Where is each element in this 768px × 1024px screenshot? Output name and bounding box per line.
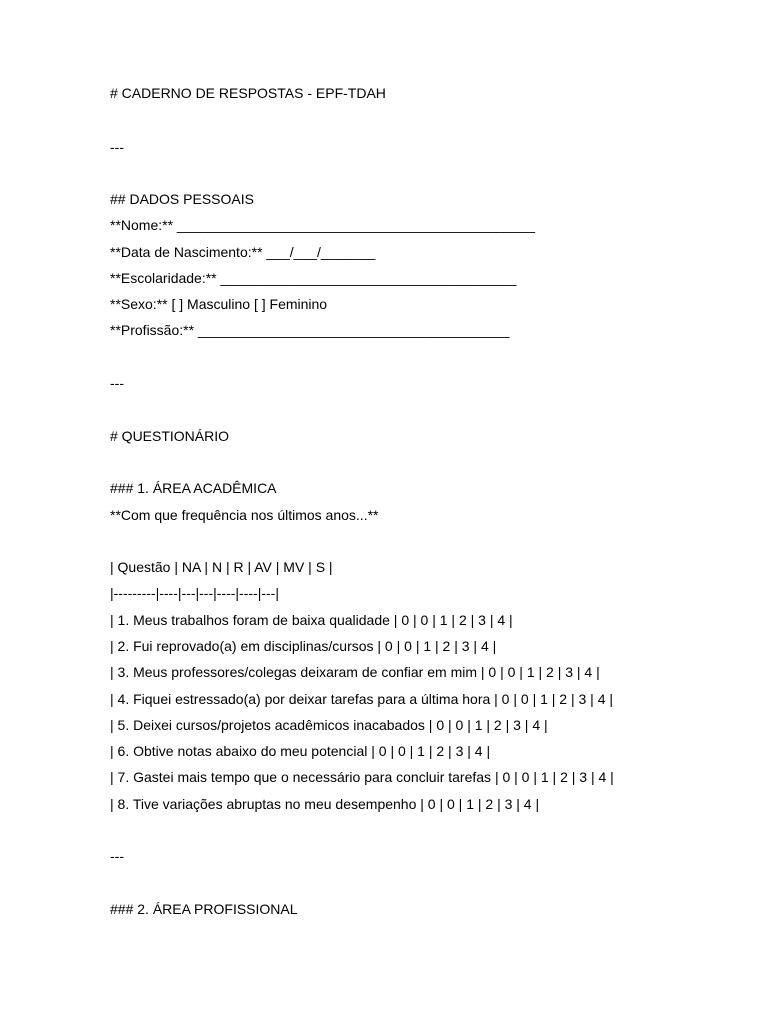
frequency-prompt: **Com que frequência nos últimos anos...** <box>110 507 379 523</box>
academic-section-heading: ### 1. ÁREA ACADÊMICA <box>110 480 277 496</box>
education-field: **Escolaridade:** ______________________________________ <box>110 270 517 286</box>
birth-date-field: **Data de Nascimento:** ___/___/_______ <box>110 244 376 260</box>
separator: --- <box>110 848 124 864</box>
name-field: **Nome:** ______________________________________________ <box>110 217 536 233</box>
separator: --- <box>110 139 124 155</box>
profession-field: **Profissão:** ________________________________________ <box>110 322 510 338</box>
table-row: | 5. Deixei cursos/projetos acadêmicos inacabados | 0 | 0 | 1 | 2 | 3 | 4 | <box>110 717 548 733</box>
table-divider: |---------|----|---|---|----|----|---| <box>110 585 279 601</box>
table-row: | 6. Obtive notas abaixo do meu potencial | 0 | 0 | 1 | 2 | 3 | 4 | <box>110 743 491 759</box>
table-row: | 1. Meus trabalhos foram de baixa qualidade | 0 | 0 | 1 | 2 | 3 | 4 | <box>110 612 513 628</box>
table-row: | 3. Meus professores/colegas deixaram de confiar em mim | 0 | 0 | 1 | 2 | 3 | 4 | <box>110 664 600 680</box>
separator: --- <box>110 375 124 391</box>
questionnaire-heading: # QUESTIONÁRIO <box>110 428 230 444</box>
document-title: # CADERNO DE RESPOSTAS - EPF-TDAH <box>110 85 386 101</box>
table-row: | 7. Gastei mais tempo que o necessário para concluir tarefas | 0 | 0 | 1 | 2 | 3 | 4 | <box>110 769 614 785</box>
professional-section-heading: ### 2. ÁREA PROFISSIONAL <box>110 901 298 917</box>
sex-field: **Sexo:** [ ] Masculino [ ] Feminino <box>110 296 328 312</box>
table-row: | 2. Fui reprovado(a) em disciplinas/cursos | 0 | 0 | 1 | 2 | 3 | 4 | <box>110 638 497 654</box>
table-row: | 4. Fiquei estressado(a) por deixar tarefas para a última hora | 0 | 0 | 1 | 2 | 3 | 4 | <box>110 691 614 707</box>
table-header: | Questão | NA | N | R | AV | MV | S | <box>110 559 333 575</box>
personal-data-heading: ## DADOS PESSOAIS <box>110 191 254 207</box>
table-row: | 8. Tive variações abruptas no meu desempenho | 0 | 0 | 1 | 2 | 3 | 4 | <box>110 796 540 812</box>
